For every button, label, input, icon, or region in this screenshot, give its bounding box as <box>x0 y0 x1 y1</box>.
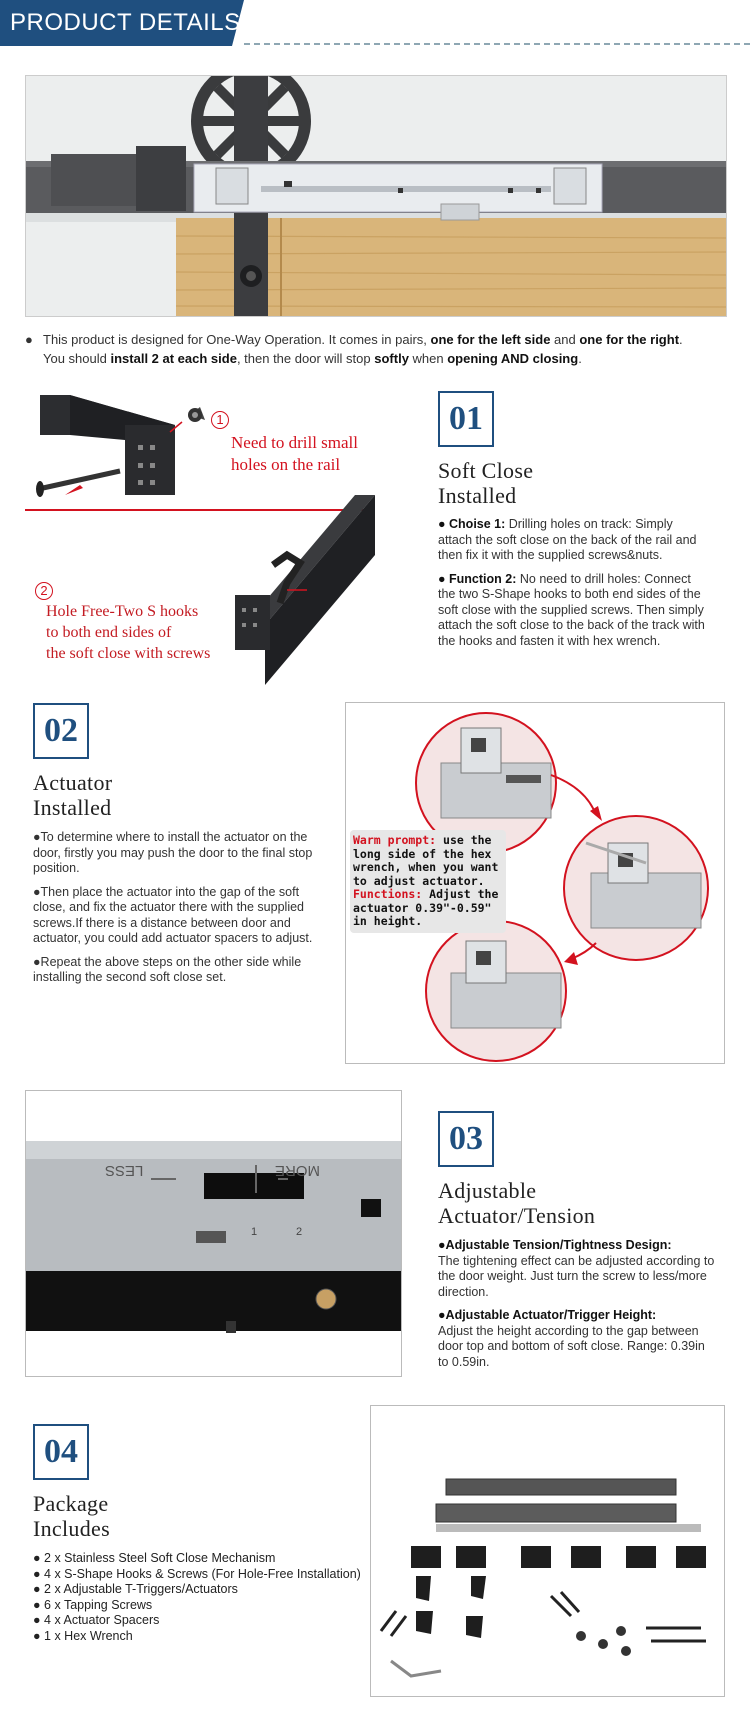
intro-line-1: This product is designed for One-Way Operation. It comes in pairs, one for the left side and one for the right. <box>43 332 683 347</box>
hero-illustration <box>26 76 726 316</box>
intro-bullet: ● <box>25 332 33 347</box>
section-02-title: Actuator Installed <box>33 770 113 820</box>
hero-product-image <box>25 75 727 317</box>
tension-adjust-image <box>25 1090 402 1377</box>
tick-label-2: 2 <box>296 1226 303 1238</box>
page-title: PRODUCT DETAILS <box>10 9 241 36</box>
list-item: ● 2 x Stainless Steel Soft Close Mechanism <box>33 1551 276 1565</box>
list-item: ● 2 x Adjustable T-Triggers/Actuators <box>33 1582 238 1596</box>
section-02-number: 02 <box>33 703 89 759</box>
section-04-number: 04 <box>33 1424 89 1480</box>
section-01-number: 01 <box>438 391 494 447</box>
list-item: ● 6 x Tapping Screws <box>33 1597 153 1612</box>
annotation-1-number: 1 <box>211 411 229 429</box>
intro-line-2: You should install 2 at each side, then the door will stop softly when opening AND closing. <box>43 351 582 366</box>
list-item: ● 4 x Actuator Spacers <box>33 1613 160 1627</box>
section-03-title: Adjustable Actuator/Tension <box>438 1178 596 1228</box>
section-03-number: 03 <box>438 1111 494 1167</box>
package-contents-image <box>370 1405 725 1697</box>
tick-label-1: 1 <box>251 1226 258 1238</box>
tension-illustration <box>26 1091 401 1376</box>
annotation-2-number: 2 <box>35 582 53 600</box>
annotation-1-text: Need to drill small holes on the rail <box>231 433 359 474</box>
list-item: ● 4 x S-Shape Hooks & Screws (For Hole-Free Installation) <box>33 1566 361 1581</box>
package-list <box>33 1551 373 1644</box>
section-03-description: ●Adjustable Tension/Tightness Design: The tightening effect can be adjusted according to the door weight. Just turn the screw to less/more direction. ●Adjustable Actuator/Trigger Height: Adjust the height according to the gap between door top and bottom of soft close. Range: 0.39in to 0.59in. <box>438 1238 715 1369</box>
intro-text <box>25 330 735 368</box>
choise-1: ● Choise 1: Drilling holes on track: Simply attach the soft close on the back of the rail and then fix it with the supplied screws&nuts. <box>438 517 697 562</box>
warm-prompt-callout: Warm prompt: use the long side of the hex wrench, when you want to adjust actuator. Functions: Adjust the actuator 0.39"-0.59" in height. <box>350 830 506 933</box>
section-02-description: ●To determine where to install the actuator on the door, firstly you may push the door to the final stop position. ●Then place the actuator into the gap of the soft close, and fix the actuator there with the supplied screws.If there is a distance between door and actuator, you could add actuator spacers to adjust. ●Repeat the above steps on the other side while installing the second soft close set. <box>33 830 313 984</box>
section-01-description <box>438 517 708 657</box>
annotation-2-text: Hole Free-Two S hooks to both end sides of the soft close with screws <box>46 603 211 662</box>
package-illustration <box>371 1406 724 1696</box>
list-item: ● 1 x Hex Wrench <box>33 1628 133 1643</box>
image-less-label: LESS <box>105 1162 144 1179</box>
image-more-label: MORE <box>275 1162 320 1179</box>
function-2: ● Function 2: No need to drill holes: Connect the two S-Shape hooks to both end sides of the soft close with the supplied screws. Then simply attach the soft close to the back of the track with the hooks and fasten it with hex wrench. <box>438 571 705 648</box>
section-04-title: Package Includes <box>33 1491 110 1541</box>
header-divider <box>244 43 750 45</box>
section-01-title: Soft Close Installed <box>438 458 534 508</box>
